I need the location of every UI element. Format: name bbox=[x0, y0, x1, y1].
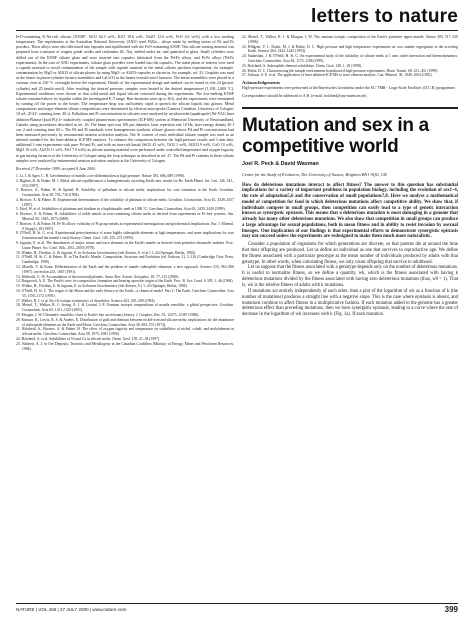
reference-item: 4. Borisov, A. & Palme, H. Experimental determination of the solubility of platinum in silicate melts. Geochim. Cosmochim. Acta 61, 4349–4357 (1997). bbox=[16, 197, 234, 207]
article-affiliation: Centre for the Study of Evolution, The University of Sussex, Brighton BN1 9QG, UK bbox=[242, 172, 387, 178]
reference-item: 23. Hillgren, V. J., Drake, M. J. & Rubie, D. C. High pressure and high temperature experiments on core–mantle segregation in the accreting Earth. Science 264, 1442–1445 (1994). bbox=[242, 44, 458, 54]
page-number: 399 bbox=[444, 605, 458, 614]
reference-item: 15. Wänke, H., Dreibus, G. & Jagoutz, E. in Archaean Geochemistry (eds Kröner, A.) 1–24 (Springer, Berlin, 1984). bbox=[16, 284, 188, 289]
reference-item: 5. Ertel, W. et al. Solubilities of platinum and rhodium in a haplobasaltic melt at 1300 °C. Geochim. Cosmochim. Acta 63, 2439–2449 (1999). bbox=[16, 207, 226, 212]
footer-rule bbox=[16, 603, 458, 604]
section-header: letters to nature bbox=[311, 6, 458, 27]
article-body bbox=[242, 242, 458, 318]
reference-item: 23. Naldrett, A. J. in Ore Deposits, Tectonics and Metallogeny in the Canadian Cordillera (Ministry of Energy, Mines and Petroleum Resources, 1994). bbox=[16, 341, 234, 351]
acknowledgements-heading: Acknowledgements bbox=[242, 80, 281, 86]
reference-item: 25. Holzheid, A. Siderophile element solubilities. Chem. Geol. 149, 1–18 (1998). bbox=[242, 63, 362, 68]
reference-list-left bbox=[16, 174, 234, 351]
received-date: Received 27 December 1999; accepted 8 June 2000. bbox=[16, 166, 96, 171]
reference-item: 20. Kimura, K., Lewis, R. S. & Anders, E. Distribution of gold and rhenium between nickel-iron and silicate melts: implications for the abundance of siderophile elements on the Earth and Moon. Geochim. Cosmochim. Acta 38, 683–701 (1974). bbox=[16, 317, 234, 327]
reference-item: 22. Meisel, T., Walker, R. J. & Morgan, J. W. The osmium isotopic composition of the Earth's primitive upper mantle. Nature 383, 517–520 (1996). bbox=[242, 35, 458, 44]
header-rule bbox=[16, 30, 458, 31]
reference-item: 27. Jackson, S. E. et al. The application of laser ablation-ICP-MS to trace element analysis. Can. Mineral. 30, 1049–1064 (1992). bbox=[242, 73, 433, 78]
acknowledgements-text: High-pressure experiments were performed at the Bayerisches Geoinstitut under the EU 'TMR - Large Scale Facilities' (D.C.R.) programme. bbox=[242, 86, 456, 91]
reference-item: 19. Morgan, J. W. Ultramafic xenoliths: clues to Earth's late accretionary history. J. Geophys. Res. 91, 12375–12387 (1986). bbox=[16, 313, 200, 318]
body-paragraph: Let us suppose that the fitness associated with a genotype depends only on the number of deleterious mutations. It is useful to normalize fitness, so we define a quantity, wk, which is the fitness associated with having k deleterious mutations divided by the fitness associated with having zero deleterious mutations (thus, w0 = 1). That is, wk is the relative fitness of adults with k mutations. bbox=[242, 265, 458, 288]
methods-text: FeO-containing K-Na-rich silicate ('KNSF': SiO2 64.3 wt%, K2O 18.6 wt%, Na2O 12.6 wt%, FeO 4.6 wt%) with a low melting temperature. The experiments at the Australian National University (ANU) used H2Ge... alloys made by melting mixes of Pd and Fe powders. These alloys were also fabricated into capsules and equilibrated with the FeO-containing KNSF. This silicate starting material was prepared from a mixture of reagent grade oxides and carbonates (K, Na), melted under air, and quenched to glass. Small cylinders were drilled out of the KNSF silicate glass and were inserted into capsules fabricated from the Pd-Fe alloys, and Pt-Fe alloys (Pd-Fe experiments). In the case of ANU experiments, silicate glass powders were loaded into the capsules. The metal phase of interest were used a capsule material to avoid contamination of the sample with capsule material in the metal–silicate partition experiments; for example, contamination by MgO or Al2O3 of silicate phases by using MgO- or Al2O3-capsules as shown in, for example, ref. 23. Graphite was used as the heater in piston-cylinder furnace assemblies and LaCrO3 as the heater in multi-anvil furnaces. The entire assemblies were placed in a vacuum oven at 230 °C overnight before the experiment. Details of the experimental design and method can be found in refs 24 (piston-cylinder) and 25 (multi-anvil). After reaching the desired pressure, samples were heated to the desired temperatures (1,100–1,600 °C). Experimental conditions were chosen so that solid metal and liquid silicate coexisted during the experiments. The low-melting KNSF silicate remained above its liquidus within the investigated P–T range. Run durations were up to 36 h, and the experiments were terminated by turning off the power to the heater. The temperature drop was sufficiently rapid to quench the silicate liquids into glasses. Metal compositions and major-element silicate compositions were determined by electron microprobe (Cameca Camebax, University of Cologne; 10 nA, 20 kV, counting time: 40 s). Palladium and Pt concentrations in silicates were analysed by an ultraviolet (quadrupole) Nd-YAG laser ablation-Plasma Quad PQ-2+ inductively coupled plasma-mass spectrometer (ICP-MS) system at Memorial University of Newfoundland, Canada, using procedures described in ref. 26. The beam spot was 100 μm diameter, laser repetition rate 10 Hz, laser energy density 40 J cm−2 and counting time 60 s. The Pd and Pt standards were homogeneous synthetic silicate glasses whose Pd and Pt concentrations had been measured previously by instrumental neutron activation analysis. The Si content of each individual silicate sample was used as an internal standard for the laser-ablation ICP-MS analyses. To enhance the comparison between the high-pressure results and 1-atm data, additional 1-atm experiments with pure Pd and Pt, and with an iron-rich basalt (SiO2 45 wt%, TiO2 1 wt%, Al2O3 9 wt%, CaO 10 wt%, MgO 10 wt%, Al2O3 11 wt%, FeO 7.0 wt%) as silicate starting material were performed under controlled temperature and oxygen fugacity in gas mixing furnaces at the University of Cologne using the loop technique as described in ref. 27. The Pd and Pt contents in these silicate samples were analysed by instrumental neutron activation analysis at the University of Cologne. bbox=[16, 35, 234, 163]
left-column bbox=[16, 35, 234, 601]
article-rule bbox=[242, 107, 458, 109]
reference-item: 18. Meisel, T., Walker, R. J., Irving, A. J. & Lorand, J.-P. Osmium isotopic compositions of mantle xenoliths: a global perspective. Geochim. Cosmochim. Acta 65, 1311–1323 (2001). bbox=[16, 303, 234, 313]
reference-item: 14. Ringwood, A. E. The Earth's core: its composition, formation and bearing upon the origin of the Earth. Proc. R. Soc. Lond. A 395, 1–46 (1984). bbox=[16, 279, 234, 284]
reference-item: 26. Rubie, D. C. Characterising the sample environment in multianvil high-pressure experiments. Phase Transit. 68, 431–451 (1999). bbox=[242, 68, 439, 73]
reference-item: 12. Morelli, V. & Kunn. Differentiation of the Earth and the problem of mantle siderophile elements: a new approach. Science 233, 963–966 (1997); correction 233, 1667 (1991). bbox=[16, 265, 234, 274]
correspondence-note: Correspondence should be addressed to A.H. (e-mail: holzheid@uni-muenster.de). bbox=[242, 94, 368, 99]
reference-item: 16. O'Neill, H. St. C. The origin of the Moon and the early history of the Earth—a chemical model. Part 2: The Earth. Geochim. Cosmochim. Acta 55, 1159–1172 (1991). bbox=[16, 289, 234, 298]
reference-item: 9. Jagoutz, E. et al. The abundances of major, minor and trace elements in the Earth's mantle as derived from primitive ultramafic nodules. Proc. Lunar Planet. Sci. Conf. 10th, 2031–2050 (1979). bbox=[16, 241, 234, 250]
body-paragraph: If mutations act entirely independently of each other, then a plot of the logarithm of wk as a function of k (the number of mutations) produces a straight line with a negative slope. This is the case where epistasis is absent, and mutations combine to affect fitness in a multiplicative fashion. If each mutation added to the genome has a greater deleterious effect than preceding mutations, then we have synergistic epistasis, leading to a curve where the rate of decrease in the logarithm of wk increases with k (Fig. 1a). If each mutation bbox=[242, 288, 458, 318]
reference-item: 10. Wänke, H., Dreibus, G. & Jagoutz, E. in Archaean Geochemistry (eds Kröner, A. et al.) 1–24 (Springer, Berlin, 1984). bbox=[16, 250, 196, 255]
reference-item: 21. Holzheid, A., Borisov, A. & Palme, H. The effect of oxygen fugacity and temperature on solubilities of nickel, cobalt, and molybdenum in silicate melts. Geochim. Cosmochim. Acta 58, 1975–1981 (1994). bbox=[16, 327, 234, 337]
article-authors: Joel R. Peck & David Waxman bbox=[242, 161, 319, 168]
article-title: Mutation and sex in a competitive world bbox=[242, 115, 429, 158]
reference-item: 24. Sudarshan, J. & O'Neill, H. St. C. An experimental study of the solubility of silicate melts at 1 atm: oxide interaction and thermodynamics. Geochim. Cosmochim. Acta 63, 1173–1186 (1999). bbox=[242, 54, 458, 63]
reference-item: 8. O'Neill, H. St. C. et al. Experimental petrochemistry of some highly siderophile elements at high temperatures, and some implications for core formation and the mantle's early history. Chem. Geol. 120, 255–273 (1995). bbox=[16, 231, 234, 241]
article-abstract: How do deleterious mutations interact to affect fitness? The answer to this question has substantial implications for a variety of important problems in population biology, including the evolution of sex1–4, the rate of adaptation5,6 and the conservation of small populations7,8. Here we analyse a mathematical model of competition for food in which deleterious mutations affect competitive ability. We show that, if individuals compete in small groups, then competition can easily lead to a type of genetic interaction known as synergistic epistasis. This means that a deleterious mutation is most damaging in a genome that already has many other deleterious mutations. We also show that competition in small groups can produce a large advantage for sexual populations, both in mean fitness and in ability to resist invasion by asexual lineages. One implication of our findings is that experimental efforts to demonstrate synergistic epistasis may not succeed unless the experiments are redesigned to make them much more naturalistic. bbox=[242, 182, 458, 240]
reference-item: 22. Holzheid, A. et al. Solubilities of Ni and Co in silicate melts. Chem. Geol. 139, 21–38 (1997). bbox=[16, 337, 160, 341]
right-column bbox=[242, 35, 458, 601]
journal-footer: NATURE | VOL 406 | 27 JULY 2000 | www.nature.com bbox=[16, 607, 127, 612]
reference-item: 13. Wetherill, G. W. Accumulation of the terrestrial planets. Annu. Rev. Astron. Astrophys. 18, 77–113 (1980). bbox=[16, 274, 179, 279]
reference-item: 6. Borisov, A. & Palme, H. Solubilities of noble metals in iron-containing silicate melts as derived from experiments in Fe-free systems. Am. Mineral. 85, 1665–1673 (2000). bbox=[16, 212, 234, 222]
reference-item: 1. Li, J. & Agee, C. B. Geochemistry of mantle–core differentiation at high pressure. Nature 381, 686–689 (1996). bbox=[16, 173, 185, 178]
reference-item: 17. Walker, R. J. et al. Re–Os isotope systematics of chondrites. Science 263, 205–209 (1994). bbox=[16, 298, 156, 303]
reference-item: 11. O'Neill, H. St. C. & Palme, H. in The Earth's Mantle, Composition, Structure and Evolution (ed. Jackson, I.), 3–126 (Cambridge Univ. Press, Cambridge, 1998). bbox=[16, 255, 234, 265]
reference-item: 7. Borisov, A. & Palme, H. Fe-Ni alloys: volatility of Pt group metals in experimental investigations and geochemical implications. Eur. J. Mineral. 9 (Suppl.), 49 (1997). bbox=[16, 221, 234, 231]
reference-list-right bbox=[242, 35, 458, 78]
reference-item: 3. Borisov, A., Palme, H. & Spettel, B. Solubility of palladium in silicate melts: implications for core formation in the Earth. Geochim. Cosmochim. Acta 58, 705–716 (1994). bbox=[16, 188, 234, 198]
body-paragraph: Consider a population of organisms for which generations are discrete, so that parents die at around the time that their offspring are produced. Let us define an individual as one that survives to reproductive age. We define the fitness associated with a particular genotype as the mean number of individuals produced by adults with that genotype. In other words, when calculating fitness, we only count offspring that survive to adulthood. bbox=[242, 242, 458, 265]
reference-item: 2. Righter, K. & Drake, M. J. Metal–silicate equilibrium in a homogeneously accreting Earth: new results for Re. Earth Planet. Sci. Lett. 146, 541–553 (1997). bbox=[16, 178, 234, 188]
